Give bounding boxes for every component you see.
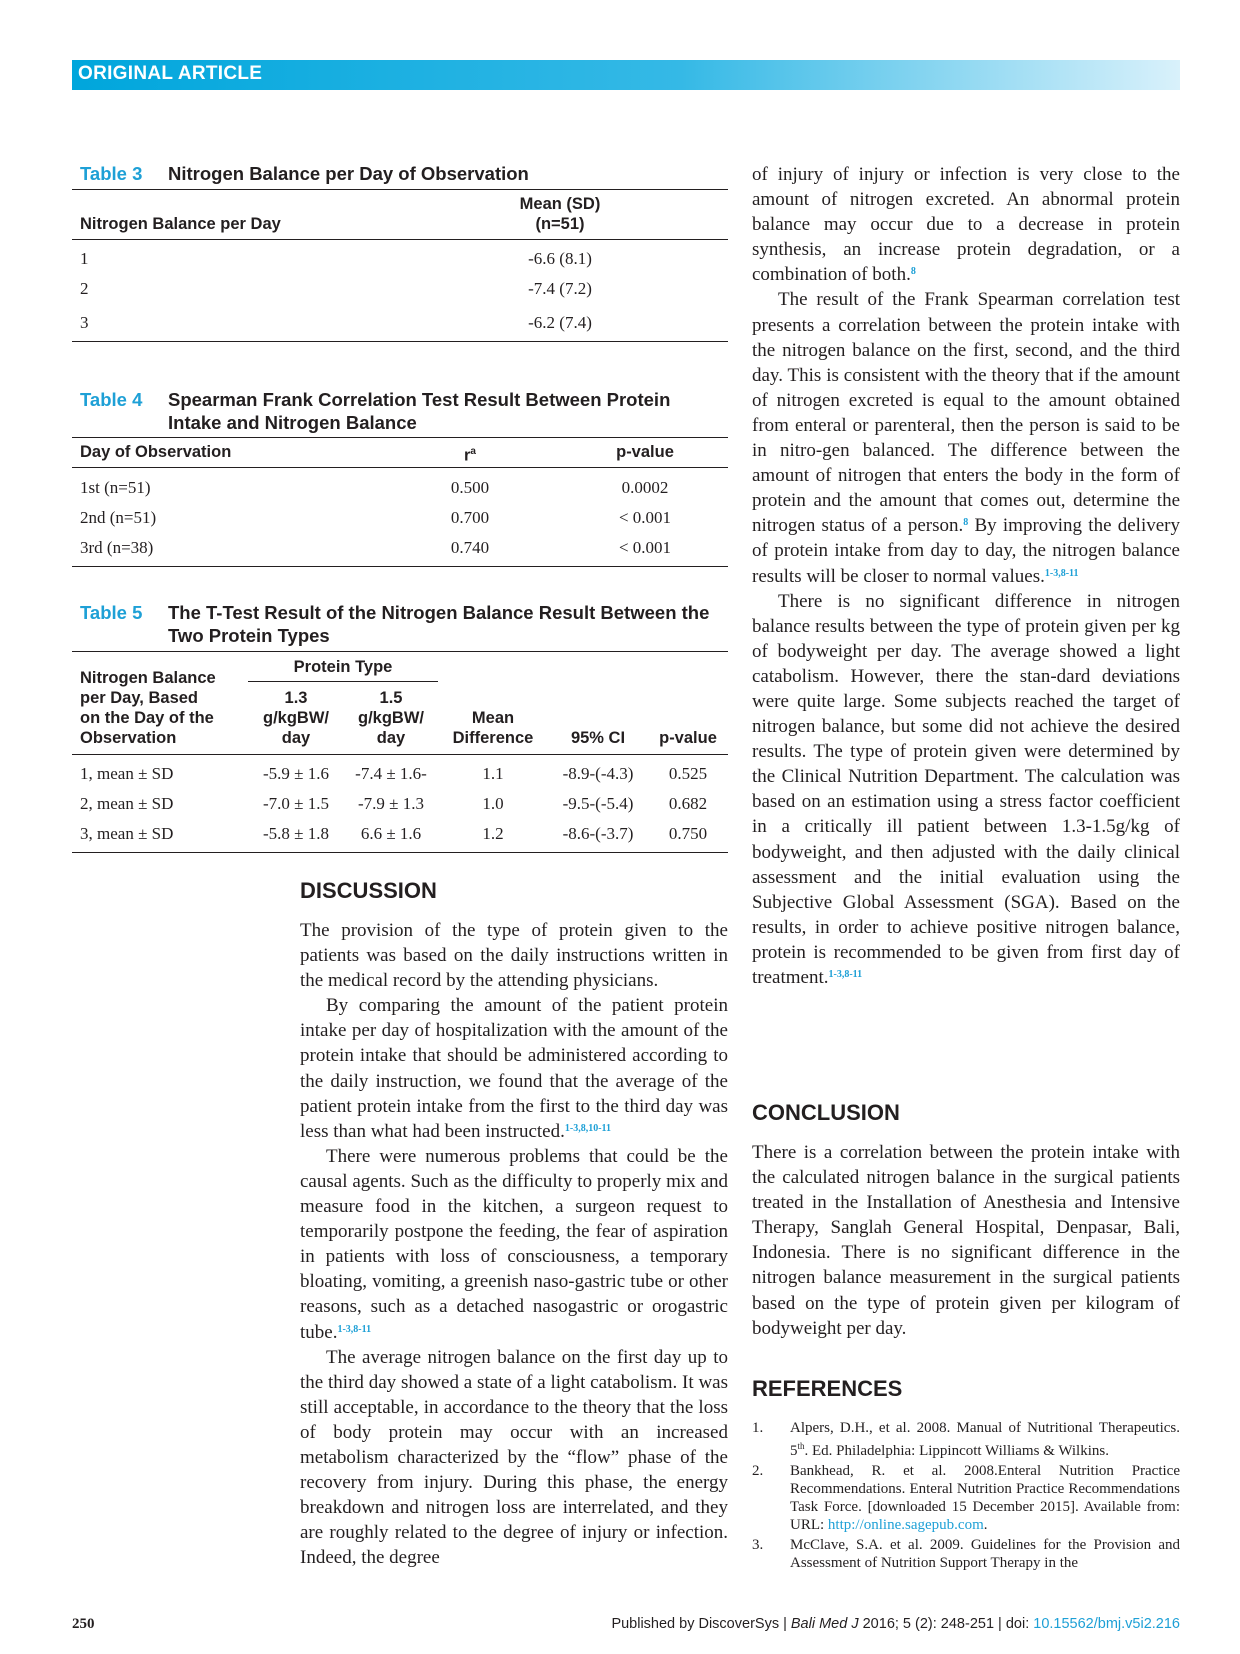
table5-row-day: 2, mean ± SD: [80, 794, 174, 813]
reference-text: Alpers, D.H., et al. 2008. Manual of Nutritional Therapeutics. 5: [790, 1420, 1180, 1460]
table4-row-r: 0.500: [450, 478, 490, 497]
table5-col-13: g/kgBW/: [263, 709, 329, 727]
citation-ref[interactable]: 1-3,8-11: [337, 1323, 372, 1335]
citation-text: 2016; 5 (2): 248-251 | doi:: [858, 1616, 1034, 1632]
table5-col-13: day: [281, 729, 311, 747]
discussion-body: [300, 918, 728, 1570]
publication-info: [611, 1616, 1180, 1632]
discussion-paragraph-text: of injury of injury or infection is very close to the amount of nitrogen excreted. An abnormal protein balance may occur due to a decrease in protein synthesis, an increase protein degradation, or a combination of both.: [752, 164, 1180, 286]
table5-row-diff: 1.1: [482, 764, 504, 783]
table4-col-r-sup: a: [470, 446, 476, 457]
reference-item: [752, 1462, 1180, 1535]
table5-row-p: 0.682: [668, 794, 708, 813]
discussion-paragraph-text: There were numerous problems that could be the causal agents. Such as the difficulty to properly mix and measure food in the kitchen, a surgeon request to temporarily postpone the feeding, the fear of aspiration in patients with loss of consciousness, a temporary bloating, vomiting, a greenish naso-gastric tube or other reasons, such as a detached nasogastric or orogastric tube.: [300, 1145, 728, 1343]
table5-row-15: -7.4 ± 1.6-: [355, 764, 427, 783]
discussion-paragraph: The average nitrogen balance on the first day up to the third day showed a state of a light catabolism. It was still acceptable, in accordance to the theory that the loss of body protein may occur with an increased metabolism characterized by the “flow” phase of the recovery from injury. During this phase, the energy breakdown and nitrogen loss are interrelated, and they are roughly related to the degree of injury or infection. Indeed, the degree: [300, 1346, 728, 1569]
table5-row-p: 0.525: [668, 764, 708, 783]
table5-row-ci: -8.9-(-4.3): [562, 764, 634, 783]
table5-row-ci: -9.5-(-5.4): [562, 794, 634, 813]
table5-row-p: 0.750: [668, 824, 708, 843]
table5-row-15: -7.9 ± 1.3: [358, 794, 424, 813]
table3-row-day: 2: [80, 279, 89, 298]
table4-number: Table 4: [80, 389, 143, 410]
table5-bottom-rule: [72, 852, 728, 853]
table3-top-rule: [72, 189, 728, 190]
discussion-paragraph-text: The result of the Frank Spearman correlation test presents a correlation between the protein intake with the nitrogen balance on the first, second, and the third day. This is consistent with the theory that if the amount of nitrogen excreted is equal to the amount obtained from enteral or parenteral, then the person is said to be in nitro-gen balanced. The difference between the amount of nitrogen that enters the body in the form of protein and the amount that comes out, determine the nitrogen status of a person.: [752, 289, 1180, 537]
table5-col-15: day: [376, 729, 406, 747]
page-number: 250: [72, 1616, 95, 1632]
discussion-paragraph-text: By comparing the amount of the patient protein intake per day of hospitalization with the amount of the protein intake that should be administered according to the daily instruction, we found that the average of the patient protein intake from the first to the third day was less than what had been instructed.: [300, 995, 728, 1142]
table4-row-day: 1st (n=51): [80, 478, 151, 497]
discussion-paragraph: [752, 589, 1180, 991]
journal-name: Bali Med J: [790, 1616, 859, 1632]
table5-col-p: p-value: [659, 729, 717, 747]
discussion-paragraph: The provision of the type of protein given to the patients was based on the daily instructions written in the medical record by the attending physicians.: [300, 920, 728, 992]
citation-ref[interactable]: 8: [963, 517, 969, 529]
table5-row-diff: 1.0: [482, 794, 504, 813]
table4-row-day: 2nd (n=51): [80, 508, 157, 527]
table3-row-mean: -6.6 (8.1): [528, 249, 592, 268]
reference-text: .: [983, 1517, 988, 1534]
table3-row-day: 3: [80, 313, 89, 332]
table5-row-13: -5.9 ± 1.6: [263, 764, 329, 783]
table5-col-day: Observation: [80, 729, 177, 747]
table5-row-15: 6.6 ± 1.6: [360, 824, 422, 843]
table4-top-rule: [72, 437, 728, 438]
table4-header-rule: [72, 467, 728, 468]
table5-col-mean-diff: Mean: [471, 709, 515, 727]
table4-row-p: < 0.001: [618, 508, 672, 527]
discussion-paragraph: [300, 1144, 728, 1345]
table4-row-r: 0.740: [450, 538, 490, 557]
publisher-text: Published by DiscoverSys |: [611, 1616, 791, 1632]
table5-row-13: -5.8 ± 1.8: [263, 824, 329, 843]
citation-ref[interactable]: 1-3,8-11: [1044, 567, 1079, 579]
table5-top-rule: [72, 651, 728, 652]
table4-row-p: 0.0002: [621, 478, 669, 497]
conclusion-paragraph: There is a correlation between the protein intake with the calculated nitrogen balance in the surgical patients treated in the Installation of Anesthesia and Intensive Therapy, Sanglah General Hospital, Denpasar, Bali, Indonesia. There is no significant difference in the nitrogen balance measurement in the surgical patients based on the type of protein given per kilogram of bodyweight per day.: [752, 1142, 1180, 1339]
table5-col-13: 1.3: [284, 689, 308, 707]
table5-row-day: 3, mean ± SD: [80, 824, 174, 843]
table5-col-day: Nitrogen Balance: [80, 669, 216, 687]
table3-row-day: 1: [80, 249, 89, 268]
citation-ref[interactable]: 8: [910, 266, 916, 278]
table3-header-rule: [72, 239, 728, 240]
reference-list: [752, 1419, 1180, 1572]
table4-col-r-label: r: [464, 446, 471, 465]
reference-text: Bankhead, R. et al. 2008.Enteral Nutrition Practice Recommendations. Enteral Nutrition Practice Recommendations Task Force. [downloaded 15 December 2015]. Available from: URL:: [790, 1462, 1180, 1534]
discussion-heading: DISCUSSION: [300, 878, 437, 903]
table5-col-day: per Day, Based: [80, 689, 198, 707]
reference-item: [752, 1419, 1180, 1461]
discussion-paragraph-text: By improving the delivery of protein intake from day to day, the nitrogen balance results will be closer to normal values.: [752, 515, 1180, 587]
table4-caption: [80, 388, 720, 434]
reference-item: [752, 1536, 1180, 1573]
table5-col-15: g/kgBW/: [358, 709, 424, 727]
right-column-body: [752, 162, 1180, 990]
table5-row-day: 1, mean ± SD: [80, 764, 174, 783]
table3-row-mean: -7.4 (7.2): [528, 279, 592, 298]
table5-row-ci: -8.6-(-3.7): [562, 824, 634, 843]
table5-row-13: -7.0 ± 1.5: [263, 794, 329, 813]
discussion-paragraph: [752, 162, 1180, 287]
discussion-paragraph-text: There is no significant difference in nitrogen balance results between the type of protein given per kg of bodyweight per day. The average showed a light catabolism. However, there the stan-dard deviations were quite large. Some subjects reached the target of nitrogen balance, but some did not achieve the desired results. The type of protein given were determined by the Clinical Nutrition Department. The calculation was based on an estimation using a stress factor coefficient in a critically ill patient between 1.3-1.5g/kg of bodyweight, and then adjusted with the daily clinical assessment and the initial evaluation using the Subjective Global Assessment (SGA). Based on the results, in order to achieve positive nitrogen balance, protein is recommended to be given from first day of treatment.: [752, 590, 1180, 988]
table4-title: Spearman Frank Correlation Test Result Between Protein Intake and Nitrogen Balance: [168, 389, 671, 433]
table5-caption: [80, 601, 720, 647]
table3-row-mean: -6.2 (7.4): [528, 313, 592, 332]
table5-group-protein-type: Protein Type: [293, 658, 393, 676]
table3-title: Nitrogen Balance per Day of Observation: [168, 163, 529, 184]
table3-bottom-rule: [72, 341, 728, 342]
table4-col-p: p-value: [616, 443, 674, 461]
reference-link[interactable]: http://online.sagepub.com: [827, 1517, 984, 1534]
table3-col-mean-a: Mean (SD): [519, 195, 601, 213]
table5-title: The T-Test Result of the Nitrogen Balance Result Between the Two Protein Types: [168, 602, 710, 646]
reference-number: 1.: [752, 1420, 764, 1436]
table5-col-day: on the Day of the: [80, 709, 214, 727]
citation-ref[interactable]: 1-3,8-11: [828, 969, 863, 980]
table4-col-day: Day of Observation: [80, 443, 232, 461]
table5-col-15: 1.5: [379, 689, 403, 707]
table5-col-mean-diff: Difference: [452, 729, 534, 747]
table3-col-mean-b: (n=51): [535, 215, 585, 233]
table4-bottom-rule: [72, 566, 728, 567]
conclusion-body: [752, 1140, 1180, 1341]
reference-text: . Ed. Philadelphia: Lippincott Williams & Wilkins.: [804, 1443, 1109, 1460]
section-banner: [72, 60, 1180, 90]
table4-row-r: 0.700: [450, 508, 490, 527]
table5-row-diff: 1.2: [482, 824, 504, 843]
table3-col-day: Nitrogen Balance per Day: [80, 215, 281, 233]
conclusion-heading: CONCLUSION: [752, 1100, 900, 1125]
table3-number: Table 3: [80, 163, 143, 184]
table3-caption: [80, 162, 720, 185]
table4-row-day: 3rd (n=38): [80, 538, 154, 557]
table5-header-rule: [72, 754, 728, 755]
reference-text: McClave, S.A. et al. 2009. Guidelines for the Provision and Assessment of Nutrition Support Therapy in the: [790, 1536, 1180, 1572]
discussion-paragraph: [300, 993, 728, 1144]
banner-label: ORIGINAL ARTICLE: [78, 63, 263, 84]
table5-number: Table 5: [80, 602, 143, 623]
doi-link[interactable]: 10.15562/bmj.v5i2.216: [1033, 1616, 1180, 1632]
table4-row-p: < 0.001: [618, 538, 672, 557]
table5-group-rule: [248, 681, 438, 682]
reference-sup: th: [797, 1441, 805, 1452]
discussion-paragraph: [752, 287, 1180, 588]
table5-col-ci: 95% CI: [570, 729, 626, 747]
citation-ref[interactable]: 1-3,8,10-11: [564, 1122, 611, 1134]
reference-number: 3.: [752, 1536, 764, 1553]
references-heading: REFERENCES: [752, 1376, 903, 1401]
reference-number: 2.: [752, 1462, 764, 1479]
table4-col-r: [440, 442, 500, 466]
